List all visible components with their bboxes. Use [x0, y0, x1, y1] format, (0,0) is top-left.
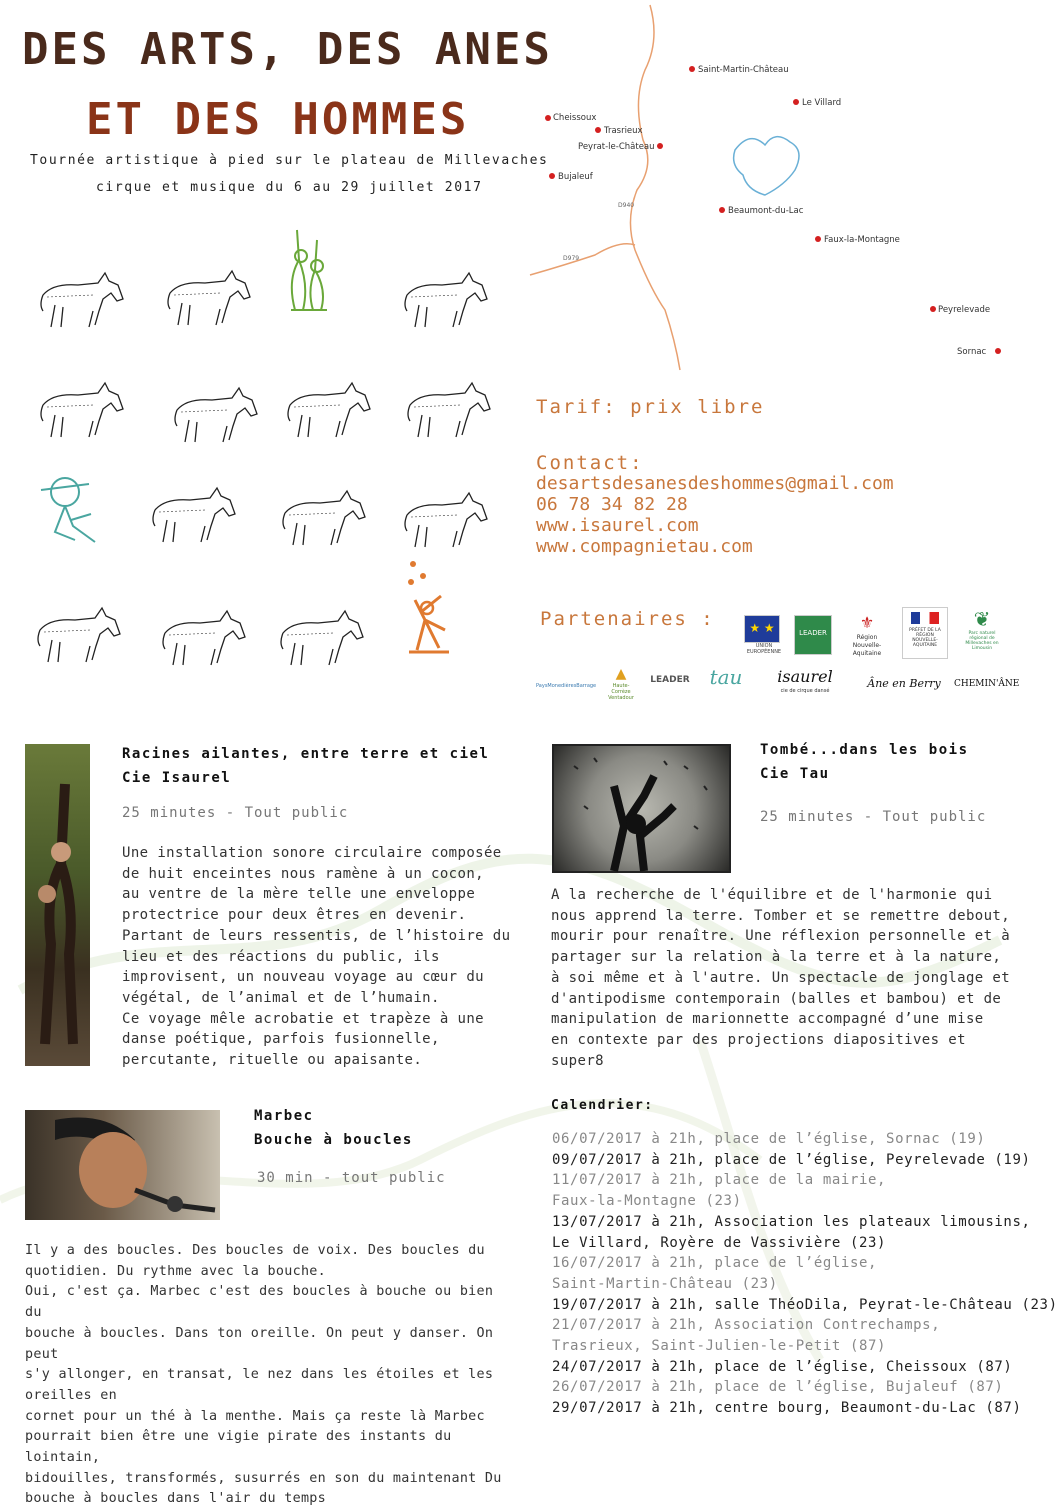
- logo-eu-caption: UNION EUROPÉENNE: [746, 643, 782, 655]
- marbec-photo-silhouette: [25, 1110, 220, 1220]
- calendar-entry: Trasrieux, Saint-Julien-le-Petit (87): [552, 1338, 887, 1355]
- donkey-drawing: [288, 383, 370, 437]
- map-label-saint-martin-chateau: Saint-Martin-Château: [698, 65, 789, 75]
- map-label-le-villard: Le Villard: [802, 98, 842, 108]
- map-label-bujaleuf: Bujaleuf: [558, 172, 593, 182]
- contact-email-link[interactable]: desartsdesanesdeshommes@gmail.com: [536, 473, 894, 494]
- donkey-drawing: [41, 383, 123, 437]
- logo-isaurel-caption: cie de cirque dansé: [780, 688, 830, 694]
- calendar-entry: 16/07/2017 à 21h, place de l’église,: [552, 1255, 878, 1272]
- map-dot-beaumont-du-lac: [719, 207, 725, 213]
- calendar-entry: 13/07/2017 à 21h, Association les plateaux limousins,: [552, 1213, 1031, 1230]
- map-label-trasrieux: Trasrieux: [604, 126, 643, 136]
- road-label-d979: D979: [563, 255, 580, 262]
- donkey-drawing: [175, 388, 257, 442]
- logo-chemin-ane: [954, 673, 1020, 697]
- tour-map: [525, 0, 1024, 375]
- tarif-label: Tarif: prix libre: [536, 396, 765, 418]
- map-dot-saint-martin-chateau: [689, 66, 695, 72]
- tau-company: Cie Tau: [760, 766, 830, 782]
- calendar-entry: 26/07/2017 à 21h, place de l’église, Bujaleuf (87): [552, 1379, 1004, 1396]
- isaurel-meta: 25 minutes - Tout public: [122, 805, 349, 821]
- isaurel-company: Cie Isaurel: [122, 770, 232, 786]
- marbec-company: Bouche à boucles: [254, 1132, 413, 1148]
- donkey-drawing: [408, 383, 490, 437]
- map-dot-sornac: [995, 348, 1001, 354]
- calendar-list: [552, 1129, 1058, 1419]
- road-label-d940: D940: [618, 202, 635, 209]
- donkey-drawing: [405, 273, 487, 327]
- juggler-orange-drawing: [408, 561, 449, 652]
- map-dot-faux-la-montagne: [815, 236, 821, 242]
- map-dot-trasrieux: [595, 127, 601, 133]
- calendar-entry: 24/07/2017 à 21h, place de l’église, Cheissoux (87): [552, 1358, 1013, 1375]
- logo-parc-text: Parc naturel régional de Millevaches en Limousin: [965, 631, 999, 651]
- tau-meta: 25 minutes - Tout public: [760, 809, 987, 825]
- marbec-description: Il y a des boucles. Des boucles de voix. Des boucles du quotidien. Du rythme avec la bouche. Oui, c'est ça. Marbec c'est des boucles à bouche ou bien du bouche à boucles. Dans ton oreille. On peut y danser. On peut s'y allonger, en transat, le nez dans les étoiles et les oreilles en cornet pour un thé à la menthe. Mais ça reste là Marbec pourrait bien être une vigie pirate des instants du lointain, bidouilles, transformés, susurrés en son du maintenant Du bouche à boucles dans l'air du temps: [25, 1243, 502, 1507]
- isaurel-description: Une installation sonore circulaire composée de huit enceintes nous ramène à un cocon, au ventre de la mère telle une enveloppe protectrice pour deux êtres en devenir. Partant de leurs ressentis, de l’histoire du lieu et des réactions du public, ils improvisent, un nouveau voyage au cœur du végétal, de l’animal et de l’humain. Ce voyage mêle acrobatie et trapèze à une danse poétique, parfois fusionnelle, percutante, rituelle ou apaisante.: [122, 845, 511, 1069]
- map-label-cheissoux: Cheissoux: [553, 113, 597, 123]
- donkey-drawing: [283, 491, 365, 545]
- map-dot-peyrat-le-chateau: [657, 143, 663, 149]
- logo-nouvelle-aquitaine-text: Région Nouvelle-Aquitaine: [852, 634, 882, 657]
- logo-leader-text: LEADER: [799, 629, 827, 637]
- calendar-entry: 09/07/2017 à 21h, place de l’église, Peyrelevade (19): [552, 1151, 1031, 1168]
- isaurel-photo-silhouette: [25, 744, 90, 1066]
- map-label-peyrelevade: Peyrelevade: [938, 305, 991, 315]
- partners-heading: Partenaires :: [540, 608, 715, 630]
- title-line-2: ET DES HOMMES: [86, 94, 470, 145]
- map-dot-le-villard: [793, 99, 799, 105]
- isaurel-photo: [25, 744, 90, 1066]
- donkey-drawing: [281, 611, 363, 665]
- logo-haute-correze: ▲ Haute-Corrèze Ventadour: [606, 665, 636, 699]
- logo-pays-monedieres-text: PaysMonedièresBarrage: [536, 683, 597, 689]
- logo-leader: [794, 615, 832, 655]
- tau-photo-silhouette: [554, 746, 729, 871]
- map-dot-peyrelevade: [930, 306, 936, 312]
- site-compagnietau-link[interactable]: www.compagnietau.com: [536, 536, 753, 557]
- musician-teal-drawing: [41, 478, 95, 542]
- donkey-drawing: [163, 611, 245, 665]
- donkey-drawing: [405, 493, 487, 547]
- logo-ane-en-berry-text: Âne en Berry: [867, 677, 941, 690]
- donkey-drawing: [38, 608, 120, 662]
- contact-heading: Contact:: [536, 452, 644, 474]
- tau-description: A la recherche de l'équilibre et de l'harmonie qui nous apprend la terre. Tomber et se remettre debout, mourir pour renaître. Une réflexion personnelle et à partager sur la relation à la terre et à la nature, à soi même et à l'autre. Un spectacle de jonglage et d'antipodisme contemporain (balles et bambou) et de manipulation de marionnette accompagné d’une mise en contexte par des projections diapositives et super8: [551, 887, 1011, 1069]
- donkey-drawing: [153, 488, 235, 542]
- calendar-heading: Calendrier:: [551, 1098, 654, 1113]
- title-line-1: DES ARTS, DES ANES: [22, 24, 553, 75]
- acrobats-green-drawing: [291, 230, 327, 310]
- donkey-drawing: [168, 271, 250, 325]
- logo-chemin-ane-text: CHEMIN'ÂNE: [954, 679, 1020, 689]
- site-isaurel-link[interactable]: www.isaurel.com: [536, 515, 699, 536]
- logo-pays-monedieres: [536, 677, 596, 697]
- logo-nouvelle-aquitaine: ⚜ Région Nouvelle-Aquitaine: [844, 613, 890, 655]
- subtitle-line-1: Tournée artistique à pied sur le plateau de Millevaches: [30, 153, 549, 168]
- logo-haute-correze-text: Haute-Corrèze Ventadour: [608, 683, 634, 701]
- logo-prefet: [902, 607, 948, 659]
- tau-photo: [552, 744, 731, 873]
- partner-logos: [536, 605, 1020, 715]
- calendar-entry: 21/07/2017 à 21h, Association Contrechamps,: [552, 1317, 941, 1334]
- marbec-meta: 30 min - tout public: [257, 1170, 446, 1186]
- calendar-entry: 06/07/2017 à 21h, place de l’église, Sornac (19): [552, 1131, 986, 1147]
- map-label-faux-la-montagne: Faux-la-Montagne: [824, 235, 900, 245]
- calendar-entry: Faux-la-Montagne (23): [552, 1193, 742, 1210]
- calendar-entry: Saint-Martin-Château (23): [552, 1275, 778, 1292]
- logo-isaurel: [760, 667, 850, 701]
- logo-parc-millevaches: ❦ Parc naturel régional de Millevaches en Limousin: [960, 607, 1004, 659]
- donkey-drawings: [25, 225, 495, 675]
- logo-isaurel-text: isaurel: [777, 667, 833, 686]
- logo-tau-text: tau: [709, 665, 743, 689]
- map-dot-cheissoux: [545, 115, 551, 121]
- tau-show-title: Tombé...dans les bois: [760, 742, 969, 758]
- map-label-beaumont-du-lac: Beaumont-du-Lac: [728, 206, 804, 216]
- marbec-show-title: Marbec: [254, 1108, 314, 1124]
- logo-tau: [706, 665, 746, 701]
- isaurel-show-title: Racines ailantes, entre terre et ciel: [122, 746, 490, 762]
- logo-eu: ★ ★: [744, 615, 780, 643]
- illustration-grid: [25, 225, 495, 675]
- map-label-peyrat-le-chateau: Peyrat-le-Château: [578, 142, 655, 152]
- map-dot-bujaleuf: [549, 173, 555, 179]
- logo-leader-2-text: LEADER: [650, 675, 690, 685]
- marbec-photo: [25, 1110, 220, 1220]
- calendar-entry: 11/07/2017 à 21h, place de la mairie,: [552, 1172, 887, 1189]
- logo-leader-2: [648, 667, 692, 697]
- logo-prefet-text: PRÉFET DE LA RÉGION NOUVELLE-AQUITAINE: [909, 628, 941, 648]
- donkey-drawing: [41, 273, 123, 327]
- logo-ane-en-berry: [862, 673, 946, 697]
- calendar-entry: Le Villard, Royère de Vassivière (23): [552, 1234, 887, 1251]
- subtitle-line-2: cirque et musique du 6 au 29 juillet 2017: [96, 180, 483, 195]
- contact-phone: 06 78 34 82 28: [536, 494, 688, 515]
- calendar-entry: 19/07/2017 à 21h, salle ThéoDila, Peyrat-le-Château (23): [552, 1296, 1058, 1313]
- calendar-entry: 29/07/2017 à 21h, centre bourg, Beaumont-du-Lac (87): [552, 1400, 1022, 1417]
- map-label-sornac: Sornac: [957, 347, 987, 357]
